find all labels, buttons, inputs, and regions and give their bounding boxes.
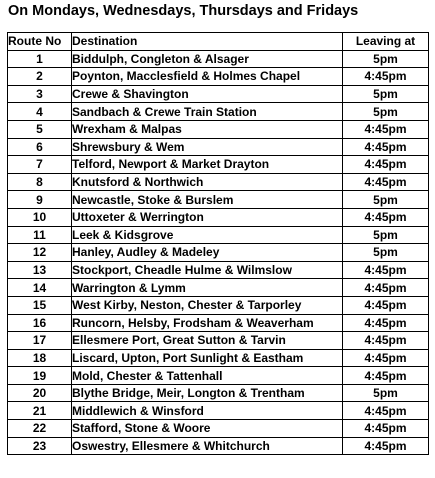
leaving-time-cell: 4:45pm bbox=[343, 261, 429, 279]
route-number-cell: 17 bbox=[8, 332, 72, 350]
table-row bbox=[8, 332, 429, 350]
route-number-cell: 2 bbox=[8, 68, 72, 86]
route-number-cell: 1 bbox=[8, 50, 72, 68]
route-number-cell: 8 bbox=[8, 173, 72, 191]
leaving-time-cell: 4:45pm bbox=[343, 402, 429, 420]
route-number-cell: 11 bbox=[8, 226, 72, 244]
table-row bbox=[8, 173, 429, 191]
destination-cell: Newcastle, Stoke & Burslem bbox=[72, 191, 343, 209]
leaving-time-cell: 4:45pm bbox=[343, 208, 429, 226]
route-number-cell: 3 bbox=[8, 85, 72, 103]
route-number-cell: 7 bbox=[8, 156, 72, 174]
header-destination: Destination bbox=[72, 33, 343, 51]
leaving-time-cell: 5pm bbox=[343, 85, 429, 103]
leaving-time-cell: 5pm bbox=[343, 50, 429, 68]
destination-cell: Stockport, Cheadle Hulme & Wilmslow bbox=[72, 261, 343, 279]
destination-cell: Uttoxeter & Werrington bbox=[72, 208, 343, 226]
table-row bbox=[8, 68, 429, 86]
table-row bbox=[8, 437, 429, 455]
destination-cell: Hanley, Audley & Madeley bbox=[72, 244, 343, 262]
table-row bbox=[8, 402, 429, 420]
route-number-cell: 5 bbox=[8, 120, 72, 138]
leaving-time-cell: 5pm bbox=[343, 226, 429, 244]
table-row bbox=[8, 279, 429, 297]
destination-cell: Middlewich & Winsford bbox=[72, 402, 343, 420]
table-row bbox=[8, 120, 429, 138]
destination-cell: Biddulph, Congleton & Alsager bbox=[72, 50, 343, 68]
leaving-time-cell: 4:45pm bbox=[343, 296, 429, 314]
route-number-cell: 6 bbox=[8, 138, 72, 156]
leaving-time-cell: 4:45pm bbox=[343, 120, 429, 138]
leaving-time-cell: 4:45pm bbox=[343, 314, 429, 332]
leaving-time-cell: 5pm bbox=[343, 103, 429, 121]
route-number-cell: 4 bbox=[8, 103, 72, 121]
destination-cell: Ellesmere Port, Great Sutton & Tarvin bbox=[72, 332, 343, 350]
destination-cell: Leek & Kidsgrove bbox=[72, 226, 343, 244]
route-number-cell: 12 bbox=[8, 244, 72, 262]
table-row bbox=[8, 85, 429, 103]
table-row bbox=[8, 420, 429, 438]
destination-cell: Mold, Chester & Tattenhall bbox=[72, 367, 343, 385]
destination-cell: West Kirby, Neston, Chester & Tarporley bbox=[72, 296, 343, 314]
leaving-time-cell: 4:45pm bbox=[343, 279, 429, 297]
route-number-cell: 14 bbox=[8, 279, 72, 297]
table-header-row bbox=[8, 33, 429, 51]
table-row bbox=[8, 191, 429, 209]
bus-schedule-table bbox=[7, 32, 429, 455]
leaving-time-cell: 4:45pm bbox=[343, 138, 429, 156]
leaving-time-cell: 5pm bbox=[343, 384, 429, 402]
route-number-cell: 10 bbox=[8, 208, 72, 226]
leaving-time-cell: 4:45pm bbox=[343, 367, 429, 385]
destination-cell: Telford, Newport & Market Drayton bbox=[72, 156, 343, 174]
leaving-time-cell: 5pm bbox=[343, 191, 429, 209]
destination-cell: Knutsford & Northwich bbox=[72, 173, 343, 191]
table-body bbox=[8, 50, 429, 455]
table-row bbox=[8, 296, 429, 314]
header-leaving-at: Leaving at bbox=[343, 33, 429, 51]
table-row bbox=[8, 384, 429, 402]
route-number-cell: 18 bbox=[8, 349, 72, 367]
table-row bbox=[8, 208, 429, 226]
destination-cell: Liscard, Upton, Port Sunlight & Eastham bbox=[72, 349, 343, 367]
leaving-time-cell: 4:45pm bbox=[343, 349, 429, 367]
route-number-cell: 19 bbox=[8, 367, 72, 385]
table-row bbox=[8, 156, 429, 174]
leaving-time-cell: 4:45pm bbox=[343, 420, 429, 438]
destination-cell: Oswestry, Ellesmere & Whitchurch bbox=[72, 437, 343, 455]
route-number-cell: 9 bbox=[8, 191, 72, 209]
page-heading: On Mondays, Wednesdays, Thursdays and Fridays bbox=[8, 3, 359, 19]
table-row bbox=[8, 103, 429, 121]
destination-cell: Sandbach & Crewe Train Station bbox=[72, 103, 343, 121]
route-number-cell: 22 bbox=[8, 420, 72, 438]
leaving-time-cell: 4:45pm bbox=[343, 68, 429, 86]
route-number-cell: 21 bbox=[8, 402, 72, 420]
table-row bbox=[8, 50, 429, 68]
header-route-no: Route No bbox=[8, 33, 72, 51]
leaving-time-cell: 4:45pm bbox=[343, 156, 429, 174]
route-number-cell: 20 bbox=[8, 384, 72, 402]
destination-cell: Runcorn, Helsby, Frodsham & Weaverham bbox=[72, 314, 343, 332]
destination-cell: Wrexham & Malpas bbox=[72, 120, 343, 138]
destination-cell: Crewe & Shavington bbox=[72, 85, 343, 103]
table-row bbox=[8, 261, 429, 279]
destination-cell: Warrington & Lymm bbox=[72, 279, 343, 297]
table-row bbox=[8, 367, 429, 385]
route-number-cell: 15 bbox=[8, 296, 72, 314]
destination-cell: Stafford, Stone & Woore bbox=[72, 420, 343, 438]
leaving-time-cell: 4:45pm bbox=[343, 332, 429, 350]
destination-cell: Poynton, Macclesfield & Holmes Chapel bbox=[72, 68, 343, 86]
leaving-time-cell: 4:45pm bbox=[343, 437, 429, 455]
table-row bbox=[8, 349, 429, 367]
destination-cell: Shrewsbury & Wem bbox=[72, 138, 343, 156]
leaving-time-cell: 4:45pm bbox=[343, 173, 429, 191]
table-row bbox=[8, 244, 429, 262]
route-number-cell: 23 bbox=[8, 437, 72, 455]
table-row bbox=[8, 314, 429, 332]
table-row bbox=[8, 138, 429, 156]
leaving-time-cell: 5pm bbox=[343, 244, 429, 262]
route-number-cell: 13 bbox=[8, 261, 72, 279]
route-number-cell: 16 bbox=[8, 314, 72, 332]
table-row bbox=[8, 226, 429, 244]
destination-cell: Blythe Bridge, Meir, Longton & Trentham bbox=[72, 384, 343, 402]
